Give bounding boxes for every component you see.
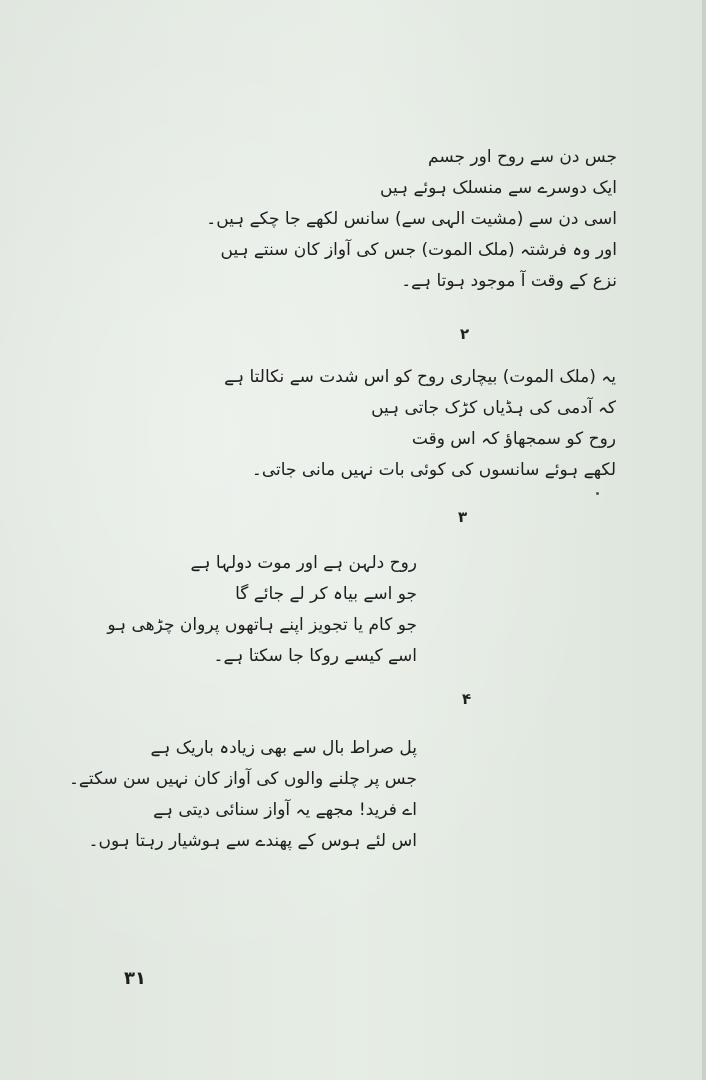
stanza-line: جو اسے بیاہ کر لے جائے گا (235, 584, 417, 604)
stanza-line: روح کو سمجھاؤ کہ اس وقت (411, 429, 616, 449)
stanza-line: نزع کے وقت آ موجود ہوتا ہے۔ (401, 271, 617, 291)
stanza-line: جس دن سے روح اور جسم (428, 147, 617, 167)
stanza-line: جس پر چلنے والوں کی آواز کان نہیں سن سکتے۔ (68, 769, 417, 789)
page-edge (702, 0, 706, 1080)
stanza-number-4: ۴ (462, 690, 472, 708)
stanza-line: یہ (ملک الموت) بیچاری روح کو اس شدت سے نکالتا ہے (224, 367, 616, 387)
stanza-line: روح دلہن ہے اور موت دولہا ہے (190, 553, 417, 573)
stanza-line: پل صراط بال سے بھی زیادہ باریک ہے (150, 738, 417, 758)
stanza-line: اور وہ فرشتہ (ملک الموت) جس کی آواز کان سنتے ہیں (220, 240, 617, 260)
stanza-line: اے فرید! مجھے یہ آواز سنائی دیتی ہے (153, 800, 417, 820)
stanza-line: اسے کیسے روکا جا سکتا ہے۔ (213, 646, 417, 666)
stanza-line: اس لئے ہوس کے پھندے سے ہوشیار رہتا ہوں۔ (88, 831, 417, 851)
stanza-1 (206, 142, 617, 297)
stanza-3 (107, 548, 417, 672)
stanza-4 (68, 733, 417, 857)
stanza-number-2: ۲ (460, 325, 470, 343)
stanza-line: جو کام یا تجویز اپنے ہاتھوں پروان چڑھی ہو (107, 615, 417, 635)
stanza-line: اسی دن سے (مشیت الہی سے) سانس لکھے جا چکے ہیں۔ (206, 209, 617, 229)
page-number: ۳۱ (124, 968, 146, 989)
stanza-number-3: ۳ (458, 508, 468, 526)
stanza-line: کہ آدمی کی ہڈیاں کڑک جاتی ہیں (371, 398, 616, 418)
stanza-line: ایک دوسرے سے منسلک ہوئے ہیں (380, 178, 617, 198)
stanza-2 (196, 362, 616, 486)
paper-speck (596, 492, 599, 495)
stanza-line: لکھے ہوئے سانسوں کی کوئی بات نہیں مانی جاتی۔ (251, 460, 616, 480)
